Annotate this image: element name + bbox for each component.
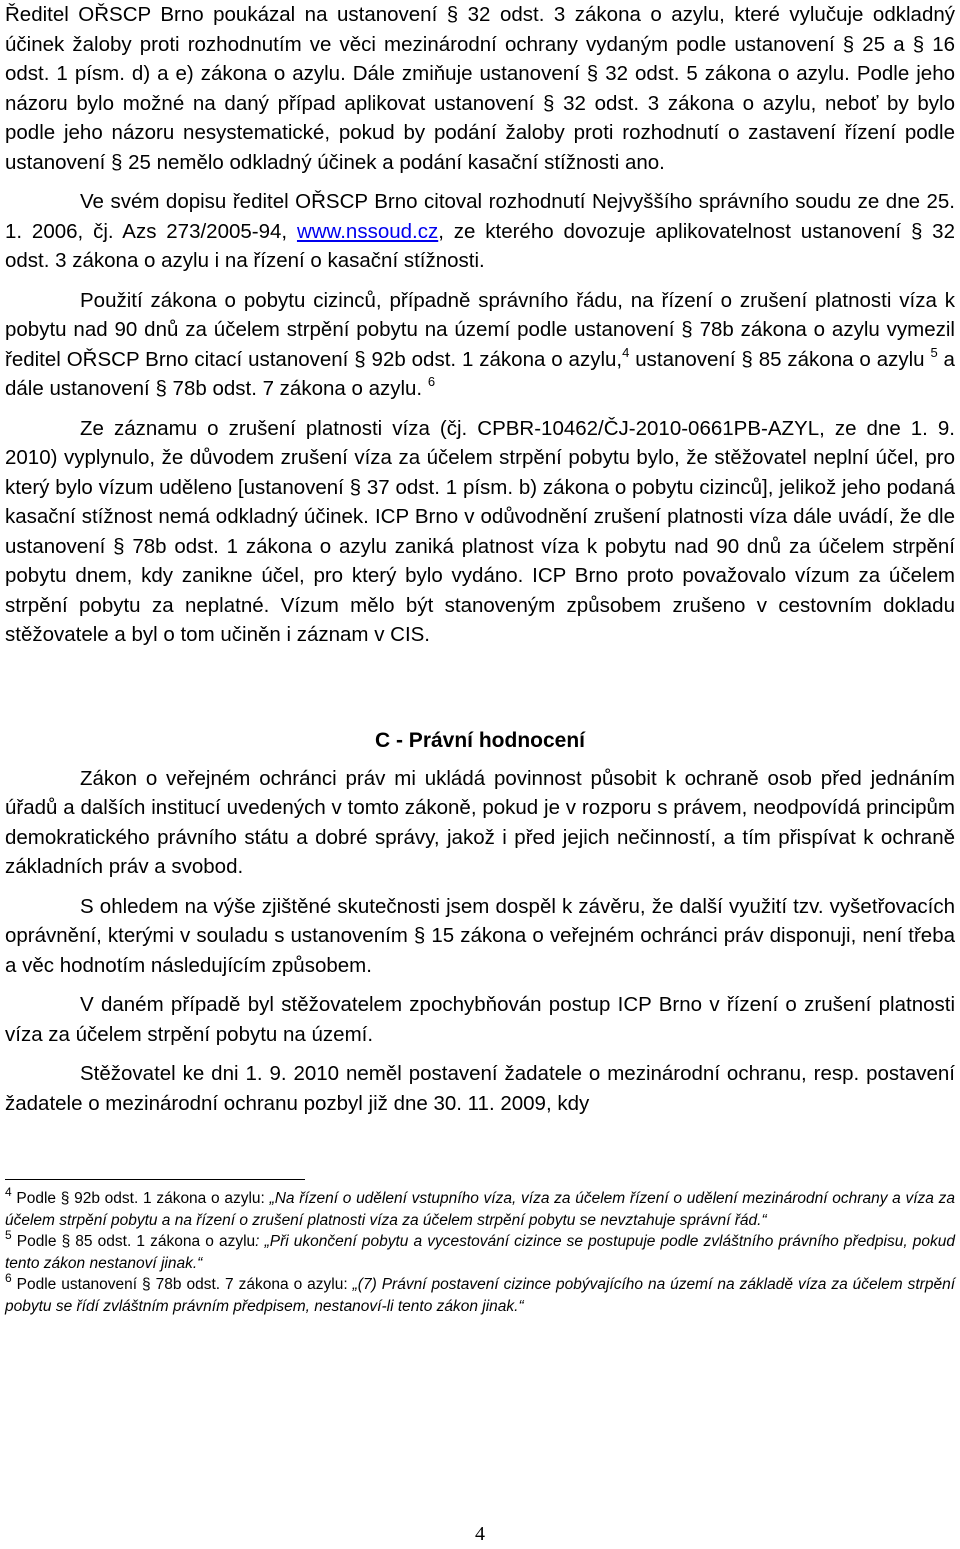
footnote-ref-6[interactable]: 6 <box>427 374 436 389</box>
footnote-number: 4 <box>5 1185 12 1199</box>
footnote-lead: Podle § 85 odst. 1 zákona o azylu <box>11 1233 256 1250</box>
footnote-ref-4[interactable]: 4 <box>622 344 630 360</box>
nssoud-link[interactable]: www.nssoud.cz <box>296 219 439 243</box>
paragraph-director-objection: Ředitel OŘSCP Brno poukázal na ustanovení § 32 odst. 3 zákona o azylu, které vylučuje odkladný účinek žaloby proti rozhodnutím ve věci mezinárodní ochrany vydaným podle ustanovení § 25 a § 16 odst. 1 písm. d) a e) zákona o azylu. Dále zmiňuje ustanovení § 32 odst. 5 zákona o azylu. Podle jeho názoru bylo možné na daný případ aplikovat ustanovení § 32 odst. 3 zákona o azylu, neboť by bylo podle jeho názoru nesystematické, pokud by podání žaloby proti rozhodnutí o zastavení řízení podle ustanovení § 25 nemělo odkladný účinek a podání kasační stížnosti ano. <box>5 3 955 174</box>
paragraph-applicable-law-text-3: a dále ustanovení § 78b odst. 7 zákona o azylu. <box>5 347 955 400</box>
footnote-separator <box>5 1179 305 1180</box>
footnote-ref-5[interactable]: 5 <box>930 344 938 360</box>
paragraph-court-citation <box>5 187 955 276</box>
paragraph-visa-record: Ze záznamu o zrušení platnosti víza (čj. CPBR-10462/ČJ-2010-0661PB-AZYL, ze dne 1. 9. 2010) vyplynulo, že důvodem zrušení víza za účelem strpění pobytu bylo, že stěžovatel neplní účel, pro který bylo vízum uděleno [ustanovení § 37 odst. 1 písm. b) zákona o pobytu cizinců], jelikož jeho podaná kasační stížnost nemá odkladný účinek. ICP Brno v odůvodnění zrušení platnosti víza dále uvádí, že dle ustanovení § 78b odst. 1 zákona o azylu zaniká platnost víza k pobytu nad 90 dnů za účelem strpění pobytu dnem, kdy zanikne účel, pro který bylo vydáno. ICP Brno proto považovalo vízum za účelem strpění pobytu za neplatné. Vízum mělo být stanoveným způsobem zrušeno v cestovním dokladu stěžovatele a byl o tom učiněn i záznam v CIS. <box>5 416 955 646</box>
paragraph-applicable-law-text-2: ustanovení § 85 zákona o azylu <box>629 347 925 371</box>
footnote-quote: : „Při ukončení pobytu a vycestování cizince se postupuje podle zvláštního právního předpisu, pokud tento zákon nestanoví jinak.“ <box>5 1233 956 1272</box>
footnote-quote: „Na řízení o udělení vstupního víza, víza za účelem řízení o udělení mezinárodní ochrany a víza za účelem strpění pobytu a na řízení o zrušení platnosti víza za účelem strpění pobytu se nevztahuje správní řád.“ <box>5 1190 956 1229</box>
footnote-lead: Podle § 92b odst. 1 zákona o azylu: <box>11 1190 270 1207</box>
paragraph-applicant-status: Stěžovatel ke dni 1. 9. 2010 neměl postavení žadatele o mezinárodní ochranu, resp. postavení žadatele o mezinárodní ochranu pozbyl již dne 30. 11. 2009, kdy <box>5 1062 955 1115</box>
footnote-6 <box>5 1271 955 1317</box>
paragraph-applicable-law-text: Použití zákona o pobytu cizinců, případně správního řádu, na řízení o zrušení platnosti víza k pobytu nad 90 dnů za účelem strpění pobytu na území podle ustanovení § 78b zákona o azylu vymezil ředitel OŘSCP Brno citací ustanovení § 92b odst. 1 zákona o azylu, <box>5 288 955 371</box>
paragraph-ombudsman-duty: Zákon o veřejném ochránci práv mi ukládá povinnost působit k ochraně osob před jednáním úřadů a dalších institucí uvedených v tomto zákoně, pokud je v rozporu s právem, neodpovídá principům demokratického právního státu a dobré správy, jakož i před jejich nečinností, a tím přispívat k ochraně základních práv a svobod. <box>5 766 955 878</box>
paragraph-court-citation-tail: , ze kterého dovozuje aplikovatelnost ustanovení § 32 odst. 3 zákona o azylu i na řízení o kasační stížnosti. <box>5 219 955 272</box>
paragraph-applicable-law <box>5 286 955 404</box>
paragraph-conclusion: S ohledem na výše zjištěné skutečnosti jsem dospěl k závěru, že další využití tzv. vyšetřovacích oprávnění, kterými v souladu s ustanovením § 15 zákona o veřejném ochránci práv disponuji, není třeba a věc hodnotím následujícím způsobem. <box>5 894 955 977</box>
footnote-number: 6 <box>5 1271 12 1285</box>
footnote-4 <box>5 1185 956 1231</box>
paragraph-case-description: V daném případě byl stěžovatelem zpochybňován postup ICP Brno v řízení o zrušení platnosti víza za účelem strpění pobytu na území. <box>5 993 955 1046</box>
footnote-number: 5 <box>5 1228 12 1242</box>
footnote-5 <box>5 1228 956 1274</box>
section-heading-legal-assessment: C - Právní hodnocení <box>374 728 586 752</box>
document-page <box>5 0 955 1317</box>
paragraph-court-citation-text: Ve svém dopisu ředitel OŘSCP Brno citoval rozhodnutí Nejvyššího správního soudu ze dne 25. 1. 2006, čj. Azs 273/2005-94, <box>5 190 955 243</box>
page-number: 4 <box>475 1523 485 1545</box>
footnote-quote: „(7) Právní postavení cizince pobývajícího na území na základě víza za účelem strpění pobytu se řídí zvláštním právním předpisem, nestanoví-li tento zákon jinak.“ <box>5 1276 955 1315</box>
footnote-lead: Podle ustanovení § 78b odst. 7 zákona o azylu: <box>11 1276 353 1293</box>
